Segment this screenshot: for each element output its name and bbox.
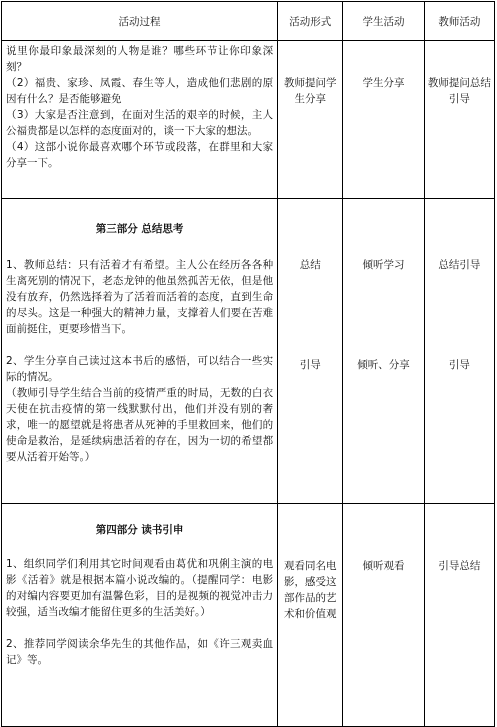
- question-line-1: 说里你最印象最深刻的人物是谁？哪些环节让你印象深刻？: [6, 45, 274, 73]
- table-row: [2, 41, 495, 199]
- teacher-cell: [424, 41, 494, 199]
- teacher-text: 教师提问总结引导: [427, 77, 491, 105]
- form-cell: [278, 504, 343, 727]
- part3-item-2-note: （教师引导学生结合当前的疫情严重的时局，无数的白衣天使在抗击疫情的第一线默默付出，他们并没有别的奢求，唯一的愿望就是将患者从死神的手里救回来，他们的使命是救治，是延续病患活着的存在，因为一切的希望都要从活着开始等。）: [6, 387, 274, 463]
- header-teacher: 教师活动: [424, 2, 494, 41]
- question-line-4: （4）这部小说你最喜欢哪个环节或段落，在群里和大家分享一下。: [6, 141, 274, 169]
- process-cell: [2, 199, 278, 504]
- form-cell: [278, 41, 343, 199]
- part3-teacher-1: 总结引导: [438, 259, 481, 271]
- process-cell: [2, 504, 278, 727]
- teacher-cell: [424, 504, 494, 727]
- student-text: 学生分享: [362, 77, 405, 89]
- part3-student-1: 倾听学习: [362, 259, 405, 271]
- form-cell: [278, 199, 343, 504]
- header-form: 活动形式: [278, 2, 343, 41]
- part3-item-2: 2、学生分享自己读过这本书后的感悟，可以结合一些实际的情况。: [6, 355, 274, 383]
- part3-item-1: 1、教师总结：只有活着才有希望。主人公在经历各各种生离死别的情况下，老态龙钟的他虽然孤苦无依，但是他没有放弃，仍然选择着为了活着而活着的态度，直到生命的尽头。这是一种强大的精神力量，支撑着人们要在苦难面前挺住，更要珍惜当下。: [6, 259, 274, 335]
- header-process: 活动过程: [2, 2, 278, 41]
- student-cell: [343, 41, 424, 199]
- lesson-activity-table: [1, 1, 495, 727]
- part4-item-1: 1、组织同学们利用其它时间观看由葛优和巩俐主演的电影《活着》就是根据本篇小说改编的。（提醒同学：电影的对编内容要更加有温馨色彩，目的是视频的视觉冲击力较强，适当改编才能留住更多的生活美好。）: [6, 558, 274, 618]
- process-cell: [2, 41, 278, 199]
- part3-student-2: 倾听、分享: [357, 359, 410, 371]
- part4-form: 观看同名电影，感受这部作品的艺术和价值观: [283, 560, 337, 620]
- header-student: 学生活动: [343, 2, 424, 41]
- form-text: 教师提问学生分享: [283, 77, 337, 105]
- teacher-cell: [424, 199, 494, 504]
- table-row: [2, 199, 495, 504]
- question-line-2: （2）福贵、家珍、凤霞、春生等人，造成他们悲剧的原因有什么？是否能够避免: [6, 77, 274, 105]
- part4-heading: 第四部分 读书引申: [95, 524, 184, 536]
- part3-heading: 第三部分 总结思考: [95, 223, 184, 235]
- table-header-row: [2, 2, 495, 41]
- student-cell: [343, 504, 424, 727]
- part3-form-1: 总结: [299, 259, 321, 271]
- table-row: [2, 504, 495, 727]
- part4-teacher: 引导总结: [438, 560, 481, 572]
- part4-item-2: 2、推荐同学阅读余华先生的其他作品，如《许三观卖血记》等。: [6, 638, 274, 666]
- question-line-3: （3）大家是否注意到，在面对生活的艰辛的时候，主人公福贵都是以怎样的态度面对的，谈一下大家的想法。: [6, 109, 274, 137]
- part3-teacher-2: 引导: [448, 359, 470, 371]
- part4-student: 倾听观看: [362, 560, 405, 572]
- student-cell: [343, 199, 424, 504]
- part3-form-2: 引导: [299, 359, 321, 371]
